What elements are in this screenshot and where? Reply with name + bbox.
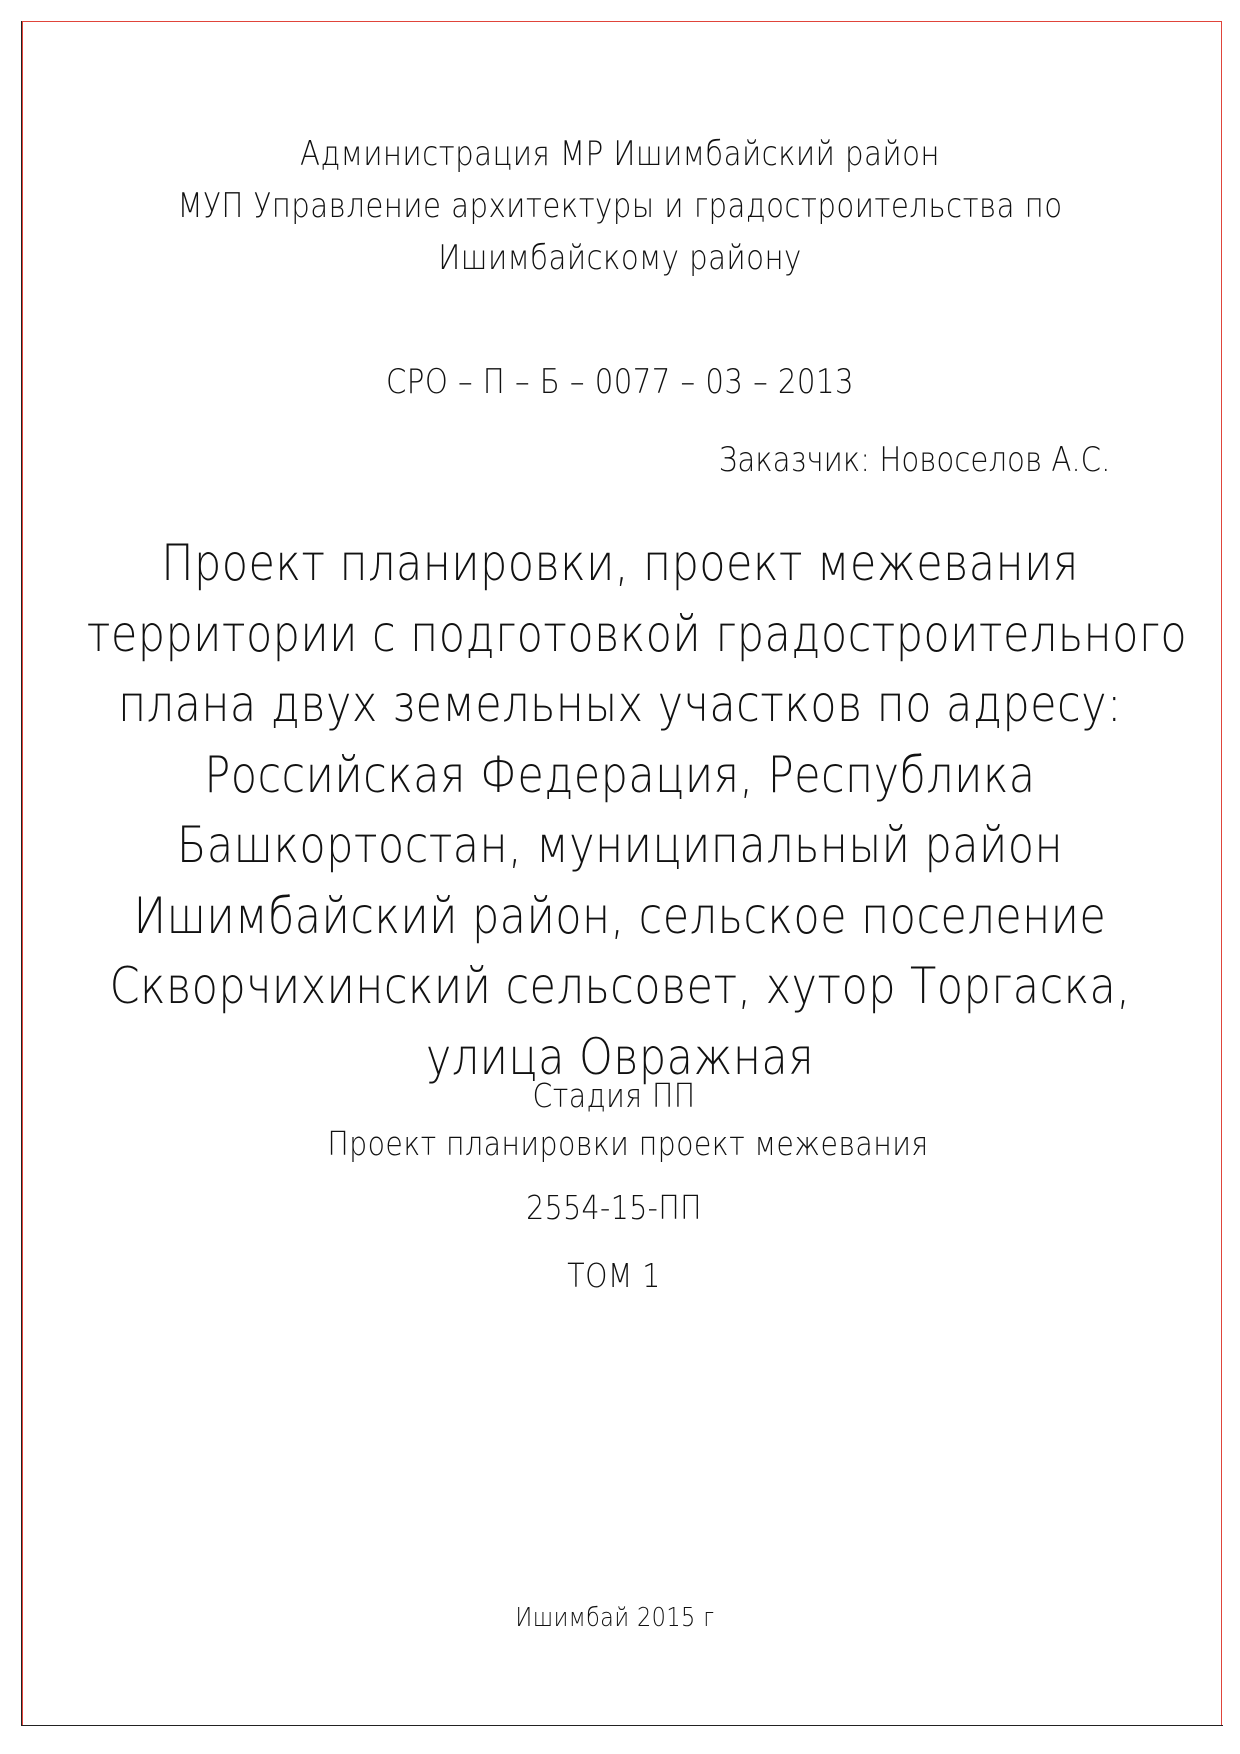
place-and-year: Ишимбай 2015 г xyxy=(515,1603,715,1633)
document-type: Проект планировки проект межевания xyxy=(327,1124,929,1163)
page-border-left xyxy=(21,21,22,1726)
organization-header xyxy=(87,128,1153,284)
organization-line-2: МУП Управление архитектуры и градостроительства по xyxy=(177,186,1063,226)
customer: Заказчик: Новоселов А.С. xyxy=(718,440,1110,480)
project-title-line: улица Овражная xyxy=(425,1027,815,1086)
project-title xyxy=(86,528,1188,1092)
sro-number: СРО – П – Б – 0077 – 03 – 2013 xyxy=(385,362,855,402)
volume-label: ТОМ 1 xyxy=(567,1256,661,1295)
project-title-line: Башкортостан, муниципальный район xyxy=(176,816,1064,874)
project-title-line: Российская Федерация, Республика xyxy=(204,745,1036,804)
project-title-line: плана двух земельных участков по адресу: xyxy=(118,675,1122,733)
project-title-line: Скворчихинский сельсовет, хутор Торгаска, xyxy=(109,957,1131,1015)
project-title-line: территории с подготовкой градостроительного xyxy=(86,604,1188,663)
document-code: 2554-15-ПП xyxy=(526,1188,702,1227)
page-border-bottom xyxy=(21,1725,1223,1726)
stage: Стадия ПП xyxy=(532,1076,696,1115)
organization-line-3: Ишимбайскому району xyxy=(438,238,802,278)
organization-line-1: Администрация МР Ишимбайский район xyxy=(300,134,940,174)
project-title-line: Ишимбайский район, сельское поселение xyxy=(133,886,1107,945)
project-title-line: Проект планировки, проект межевания xyxy=(161,534,1079,592)
